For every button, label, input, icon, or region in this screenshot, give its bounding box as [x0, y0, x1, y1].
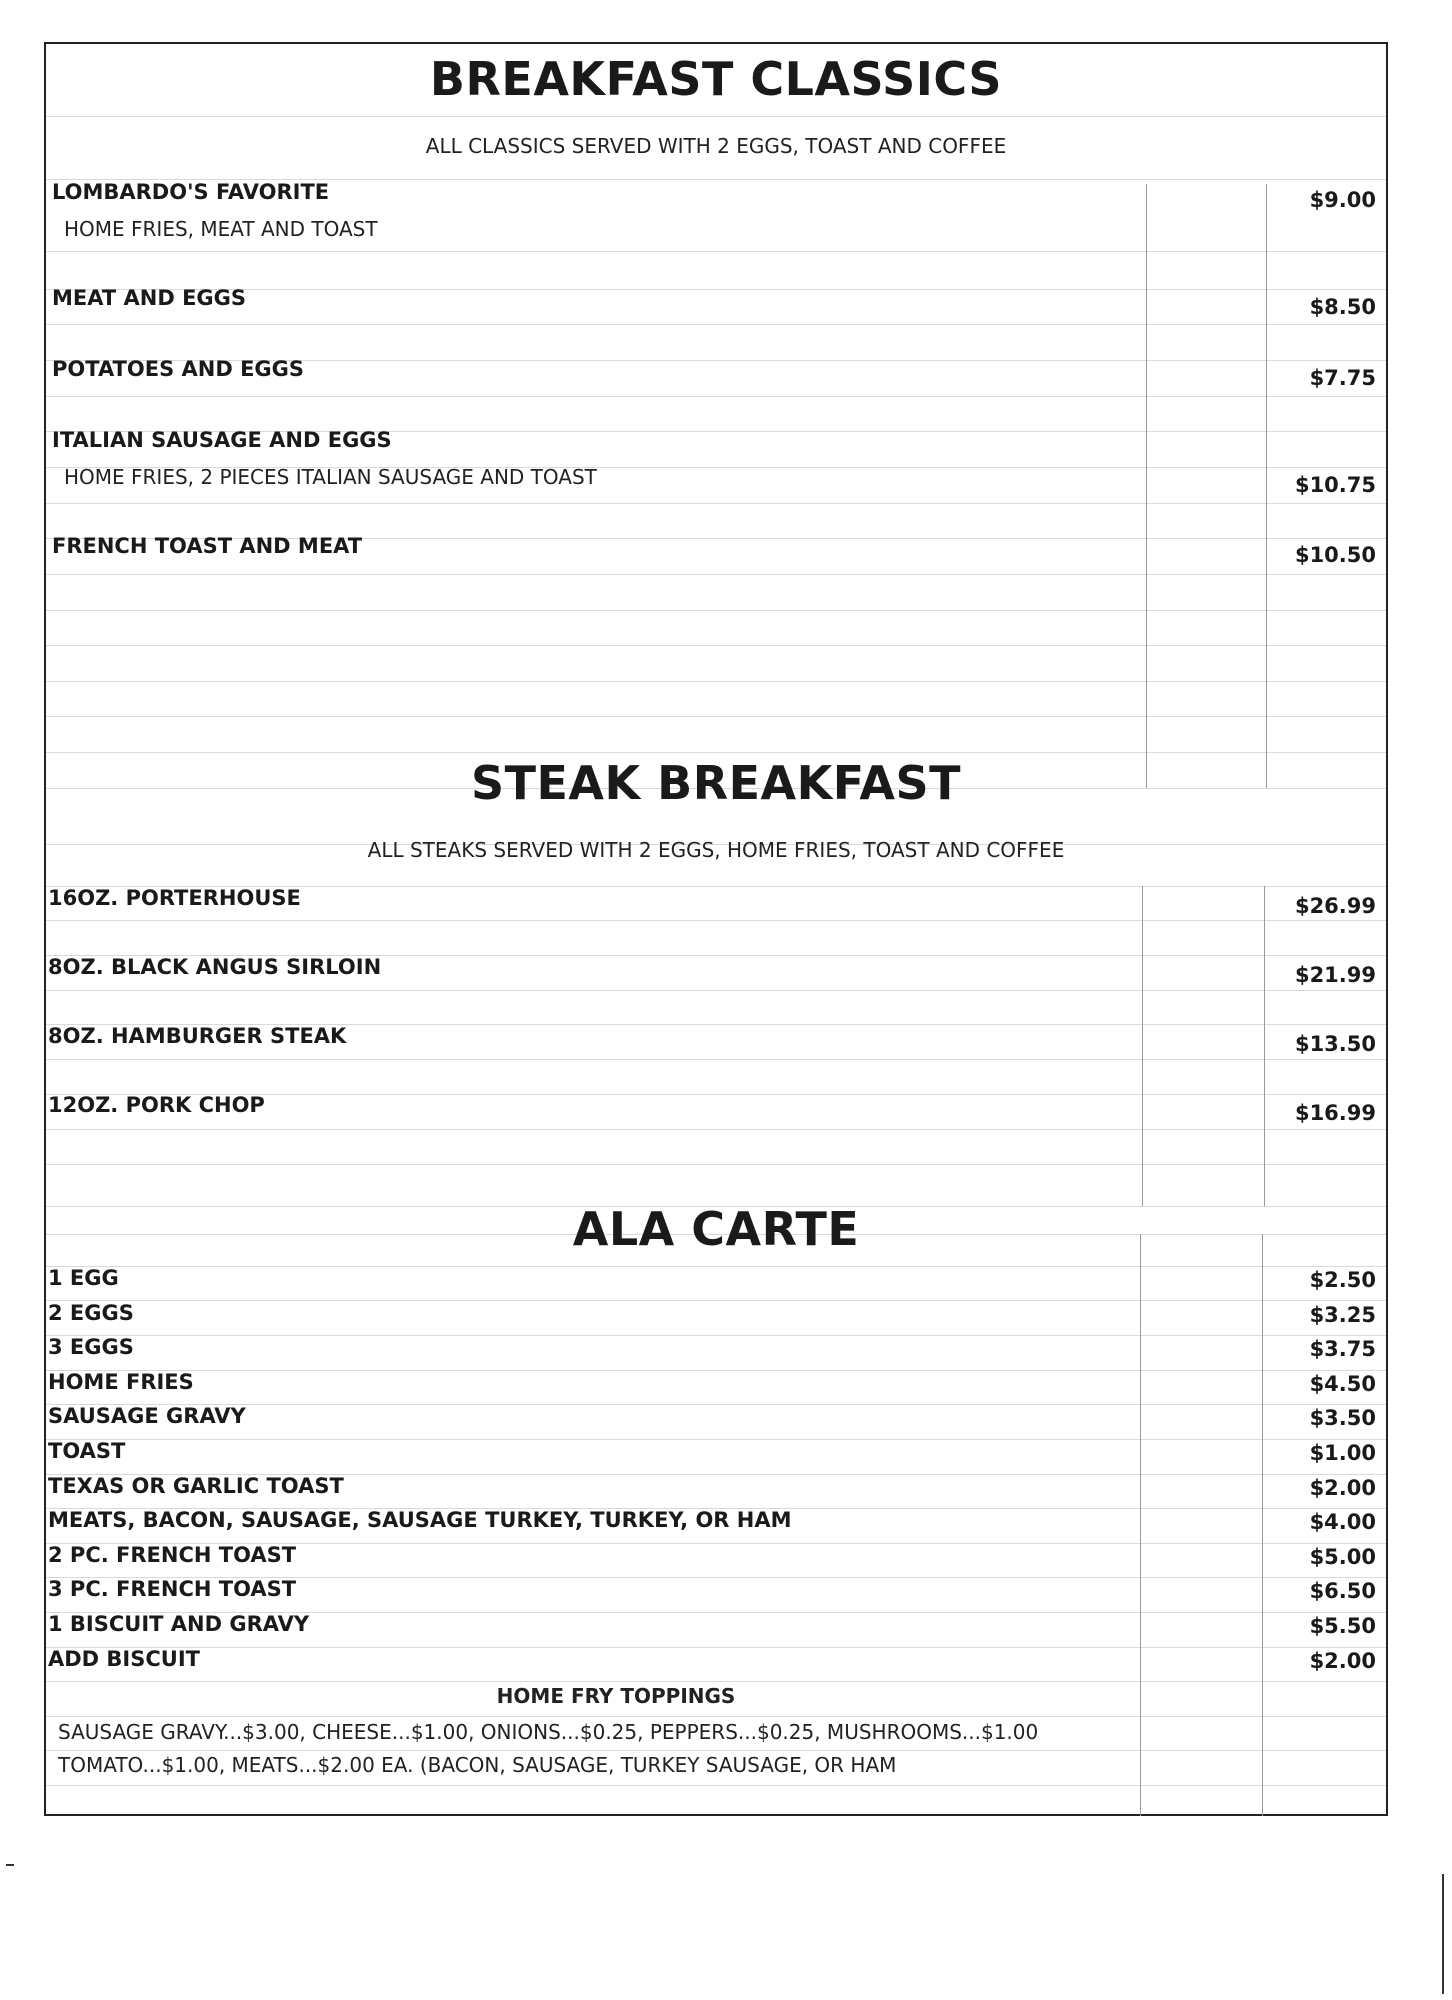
scan-edge-mark: [6, 1864, 14, 1866]
item-price: $21.99: [1294, 963, 1376, 987]
item-price: $3.50: [1309, 1406, 1376, 1430]
item-name: 1 EGG: [48, 1266, 119, 1290]
item-name: POTATOES AND EGGS: [52, 357, 305, 381]
ruled-line: [46, 1404, 1386, 1405]
item-description: HOME FRIES, 2 PIECES ITALIAN SAUSAGE AND TOAST: [64, 465, 597, 489]
ruled-line: [46, 681, 1386, 682]
ruled-line: [46, 610, 1386, 611]
item-price: $4.50: [1309, 1372, 1376, 1396]
item-name: LOMBARDO'S FAVORITE: [52, 180, 330, 204]
item-price: $3.75: [1309, 1337, 1376, 1361]
item-name: ITALIAN SAUSAGE AND EGGS: [52, 428, 392, 452]
item-price: $10.50: [1294, 543, 1376, 567]
ala-carte-title: ALA CARTE: [572, 1202, 860, 1256]
breakfast-classics-subtitle: ALL CLASSICS SERVED WITH 2 EGGS, TOAST AND COFFEE: [425, 134, 1007, 158]
ruled-line: [46, 396, 1386, 397]
item-name: 8OZ. HAMBURGER STEAK: [48, 1024, 347, 1048]
toppings-title: HOME FRY TOPPINGS: [496, 1684, 736, 1708]
item-name: 3 PC. FRENCH TOAST: [48, 1577, 297, 1601]
item-name: ADD BISCUIT: [48, 1647, 200, 1671]
ruled-line: [46, 645, 1386, 646]
item-name: 1 BISCUIT AND GRAVY: [48, 1612, 310, 1636]
ruled-line: [46, 1335, 1386, 1336]
item-price: $13.50: [1294, 1032, 1376, 1056]
ruled-line: [46, 1266, 1386, 1267]
item-price: $2.00: [1309, 1649, 1376, 1673]
ruled-line: [46, 289, 1386, 290]
item-price: $9.00: [1309, 188, 1376, 212]
item-name: 8OZ. BLACK ANGUS SIRLOIN: [48, 955, 382, 979]
ruled-line: [46, 1785, 1386, 1786]
item-price: $7.75: [1309, 366, 1376, 390]
toppings-line: TOMATO...$1.00, MEATS...$2.00 EA. (BACON, SAUSAGE, TURKEY SAUSAGE, OR HAM: [58, 1753, 897, 1777]
ruled-line: [46, 1370, 1386, 1371]
ruled-line: [46, 1129, 1386, 1130]
ruled-line: [46, 1681, 1386, 1682]
ruled-line: [46, 251, 1386, 252]
item-price: $16.99: [1294, 1101, 1376, 1125]
item-name: HOME FRIES: [48, 1370, 194, 1394]
column-divider: [1142, 886, 1143, 1206]
item-price: $8.50: [1309, 295, 1376, 319]
menu-sheet: [44, 42, 1388, 1816]
item-name: TOAST: [48, 1439, 126, 1463]
item-name: FRENCH TOAST AND MEAT: [52, 534, 363, 558]
ruled-line: [46, 716, 1386, 717]
item-price: $2.00: [1309, 1476, 1376, 1500]
item-name: SAUSAGE GRAVY: [48, 1404, 246, 1428]
ruled-line: [46, 1300, 1386, 1301]
ruled-line: [46, 574, 1386, 575]
column-divider: [1146, 184, 1147, 788]
item-price: $26.99: [1294, 894, 1376, 918]
item-price: $2.50: [1309, 1268, 1376, 1292]
item-name: 3 EGGS: [48, 1335, 134, 1359]
item-name: 12OZ. PORK CHOP: [48, 1093, 265, 1117]
item-name: 2 EGGS: [48, 1301, 134, 1325]
item-name: MEATS, BACON, SAUSAGE, SAUSAGE TURKEY, TURKEY, OR HAM: [48, 1508, 792, 1532]
item-name: 16OZ. PORTERHOUSE: [48, 886, 301, 910]
toppings-line: SAUSAGE GRAVY...$3.00, CHEESE...$1.00, ONIONS...$0.25, PEPPERS...$0.25, MUSHROOMS...$1.00: [58, 1720, 1039, 1744]
ruled-line: [46, 990, 1386, 991]
breakfast-classics-title: BREAKFAST CLASSICS: [429, 52, 1003, 106]
ruled-line: [46, 920, 1386, 921]
ruled-line: [46, 503, 1386, 504]
ruled-line: [46, 1716, 1386, 1717]
item-price: $5.00: [1309, 1545, 1376, 1569]
ruled-line: [46, 1059, 1386, 1060]
ruled-line: [46, 1164, 1386, 1165]
scan-edge-mark: [1442, 1874, 1444, 1994]
ruled-line: [46, 116, 1386, 117]
item-price: $10.75: [1294, 473, 1376, 497]
steak-breakfast-subtitle: ALL STEAKS SERVED WITH 2 EGGS, HOME FRIES, TOAST AND COFFEE: [367, 838, 1065, 862]
item-price: $3.25: [1309, 1303, 1376, 1327]
item-price: $6.50: [1309, 1579, 1376, 1603]
ruled-line: [46, 752, 1386, 753]
item-price: $5.50: [1309, 1614, 1376, 1638]
ruled-line: [46, 324, 1386, 325]
item-name: MEAT AND EGGS: [52, 286, 247, 310]
item-name: TEXAS OR GARLIC TOAST: [48, 1474, 344, 1498]
item-description: HOME FRIES, MEAT AND TOAST: [64, 217, 378, 241]
ruled-line: [46, 1439, 1386, 1440]
item-name: 2 PC. FRENCH TOAST: [48, 1543, 297, 1567]
ruled-line: [46, 1750, 1386, 1751]
column-divider: [1140, 1234, 1141, 1816]
steak-breakfast-title: STEAK BREAKFAST: [470, 756, 962, 810]
item-price: $1.00: [1309, 1441, 1376, 1465]
item-price: $4.00: [1309, 1510, 1376, 1534]
ruled-line: [46, 1647, 1386, 1648]
